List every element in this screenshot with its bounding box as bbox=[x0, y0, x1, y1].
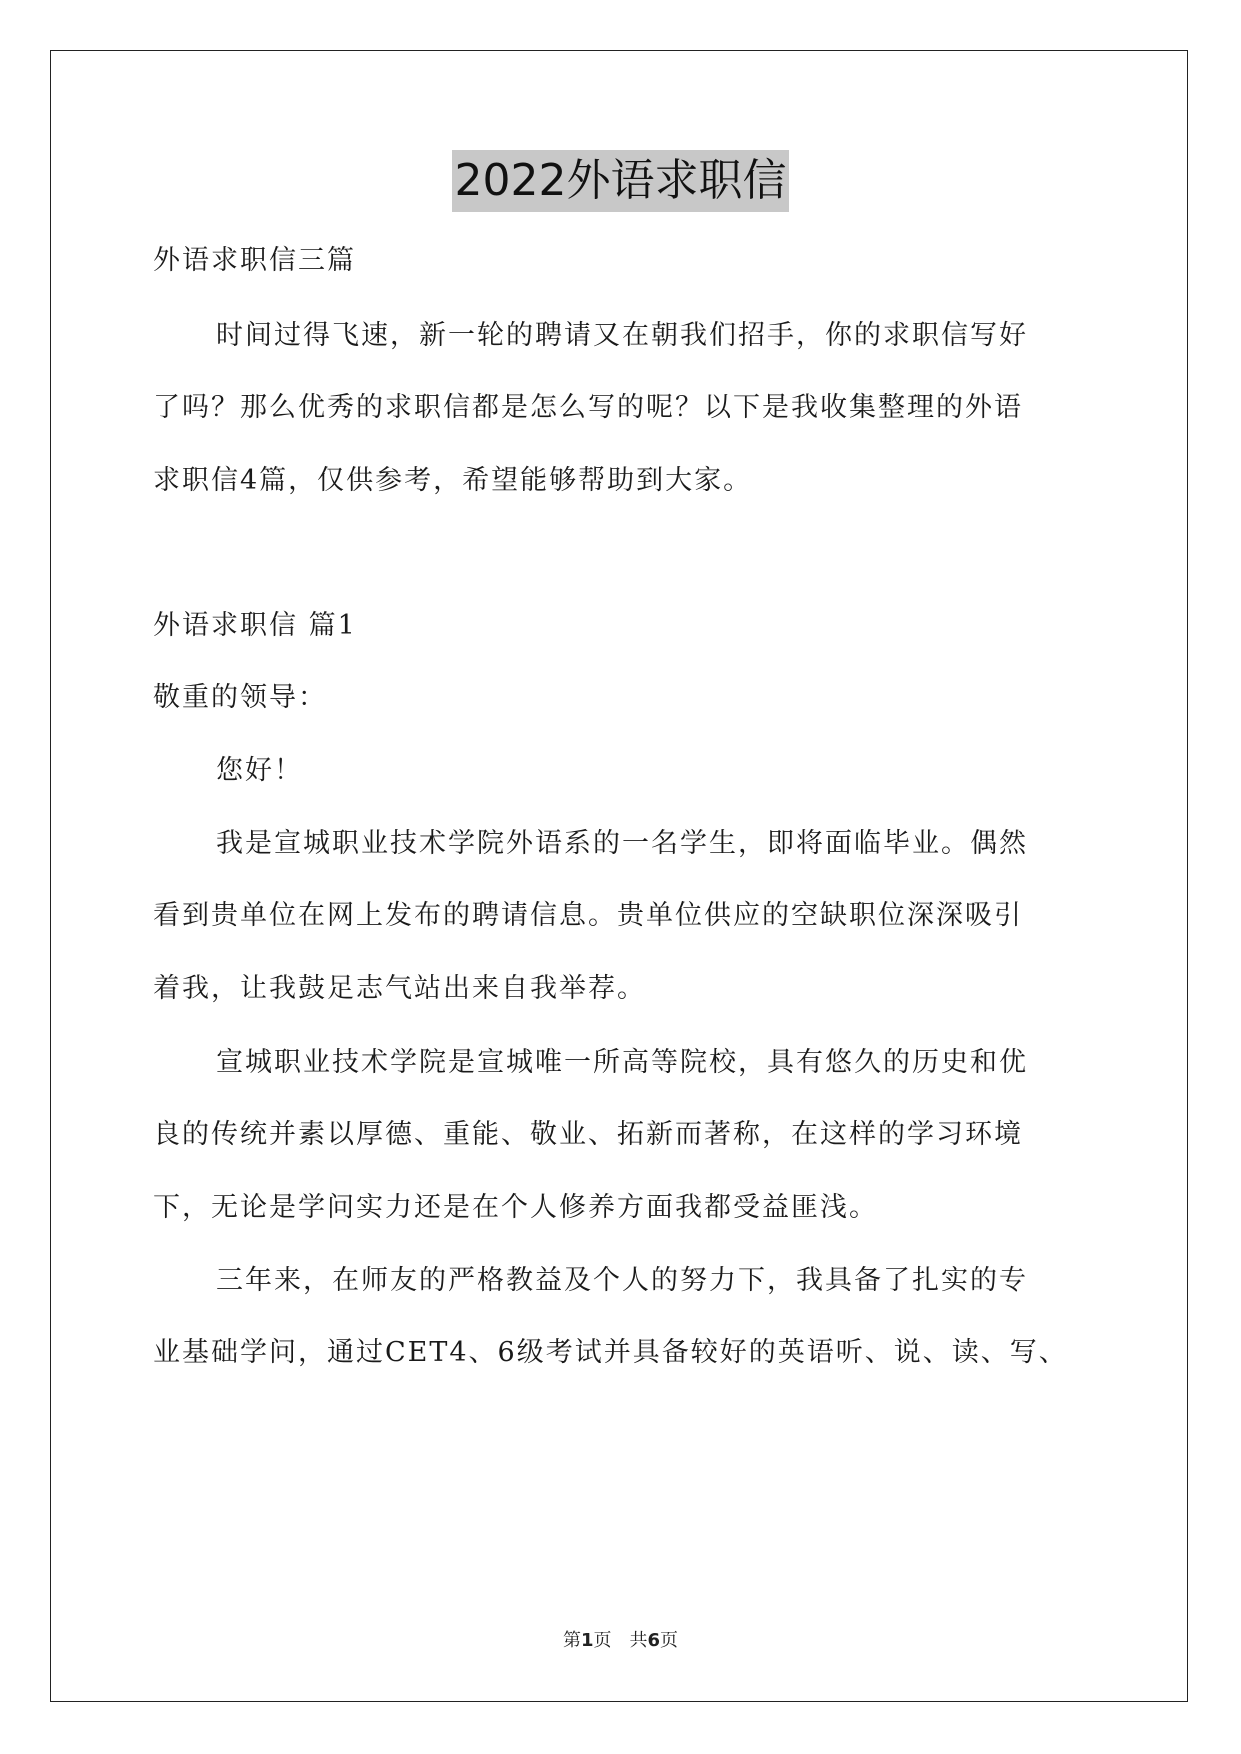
paragraph-line: 看到贵单位在网上发布的聘请信息。贵单位供应的空缺职位深深吸引 bbox=[153, 900, 1023, 931]
paragraph-line: 宣城职业技术学院是宣城唯一所高等院校，具有悠久的历史和优 bbox=[216, 1047, 1028, 1078]
paragraph-line: 良的传统并素以厚德、重能、敬业、拓新而著称，在这样的学习环境 bbox=[153, 1119, 1023, 1150]
document-title: 2022外语求职信 bbox=[452, 150, 790, 212]
page-border bbox=[50, 50, 1188, 1702]
subtitle-line: 外语求职信三篇 bbox=[153, 245, 356, 276]
paragraph-line: 下，无论是学问实力还是在个人修养方面我都受益匪浅。 bbox=[153, 1192, 878, 1223]
intro-line-1: 时间过得飞速，新一轮的聘请又在朝我们招手，你的求职信写好 bbox=[216, 320, 1028, 351]
section-heading: 外语求职信 篇1 bbox=[153, 610, 357, 641]
paragraph-line: 着我，让我鼓足志气站出来自我举荐。 bbox=[153, 973, 646, 1004]
page-footer bbox=[0, 1626, 1241, 1652]
paragraph-line: 三年来，在师友的严格教益及个人的努力下，我具备了扎实的专 bbox=[216, 1265, 1028, 1296]
intro-line-2: 了吗？那么优秀的求职信都是怎么写的呢？以下是我收集整理的外语 bbox=[153, 392, 1023, 423]
footer-prefix: 第 bbox=[562, 1630, 581, 1651]
footer-page-number: 1 bbox=[580, 1630, 594, 1651]
title-container bbox=[0, 150, 1241, 212]
footer-total-pages: 6 bbox=[647, 1630, 661, 1651]
greeting: 您好！ bbox=[216, 755, 303, 786]
footer-total-prefix: 共 bbox=[629, 1630, 648, 1651]
paragraph-line: 我是宣城职业技术学院外语系的一名学生，即将面临毕业。偶然 bbox=[216, 828, 1028, 859]
footer-total-suffix: 页 bbox=[660, 1630, 679, 1651]
salutation: 敬重的领导： bbox=[153, 682, 327, 713]
footer-page-suffix: 页 bbox=[593, 1630, 612, 1651]
intro-line-3: 求职信4篇，仅供参考，希望能够帮助到大家。 bbox=[153, 465, 753, 496]
paragraph-line: 业基础学问，通过CET4、6级考试并具备较好的英语听、说、读、写、 bbox=[153, 1337, 1068, 1368]
